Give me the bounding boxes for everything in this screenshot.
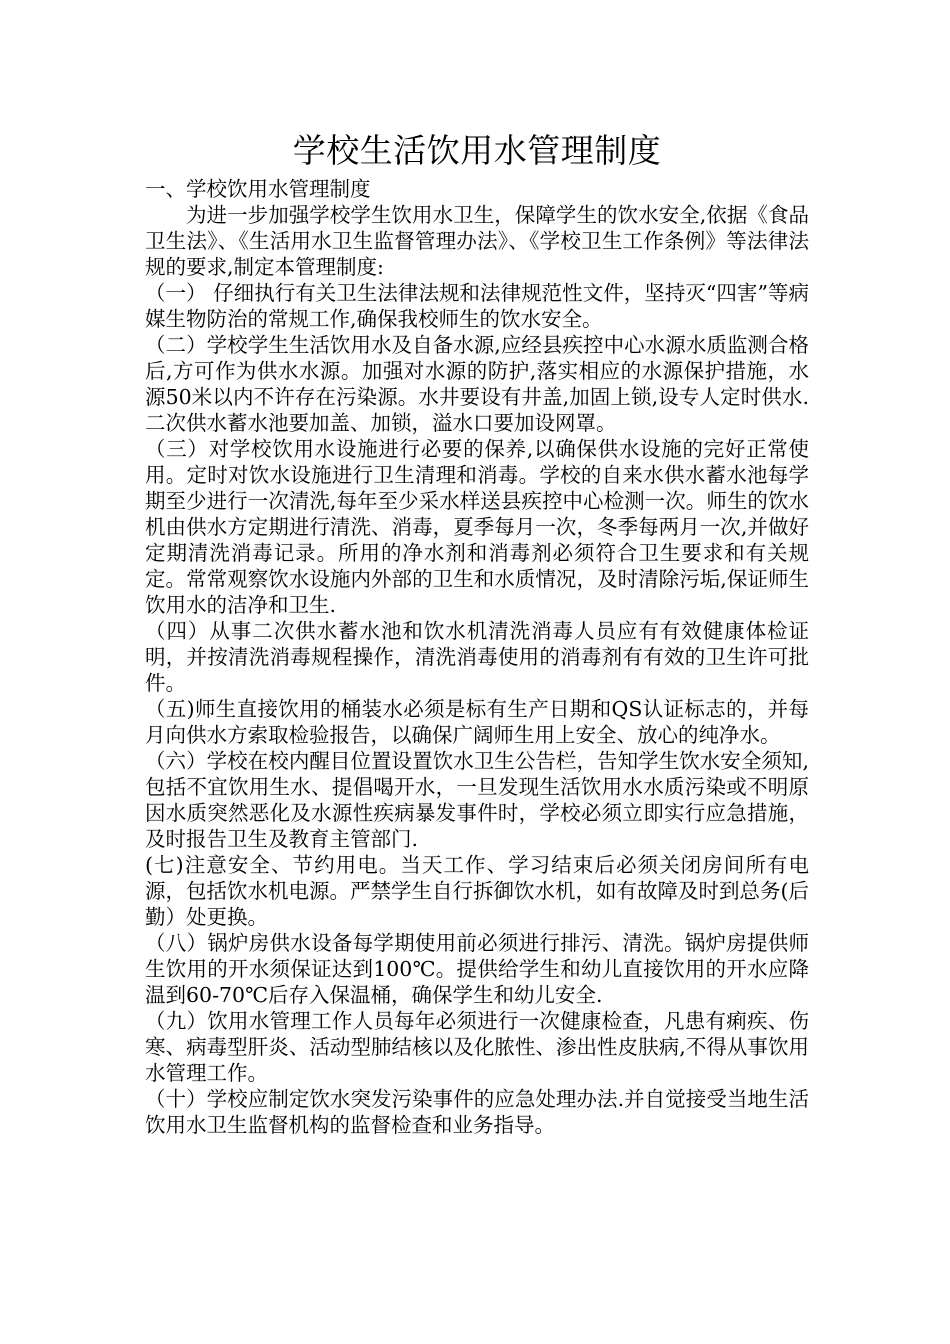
rule-item-3: （三）对学校饮用水设施进行必要的保养,以确保供水设施的完好正常使用。定时对饮水设施进行卫生清理和消毒。学校的自来水供水蓄水池每学期至少进行一次清洗,每年至少采水样送县疾控中心检测一次。师生的饮水机由供水方定期进行清洗、消毒，夏季每月一次，冬季每两月一次,并做好定期清洗消毒记录。所用的净水剂和消毒剂必须符合卫生要求和有关规定。常常观察饮水设施内外部的卫生和水质情况，及时清除污垢,保证师生饮用水的洁净和卫生. [145, 437, 809, 617]
document-title: 学校生活饮用水管理制度 [292, 131, 662, 170]
document-page [145, 128, 809, 1138]
rule-item-8: （八）锅炉房供水设备每学期使用前必须进行排污、清洗。锅炉房提供师生饮用的开水须保证达到100℃。提供给学生和幼儿直接饮用的开水应降温到60-70℃后存入保温桶，确保学生和幼儿安全. [145, 931, 809, 1007]
rule-item-7: (七)注意安全、节约用电。当天工作、学习结束后必须关闭房间所有电源，包括饮水机电源。严禁学生自行拆御饮水机，如有故障及时到总务(后勤）处更换。 [145, 853, 809, 929]
intro-paragraph: 为进一步加强学校学生饮用水卫生，保障学生的饮水安全,依据《食品卫生法》、《生活用水卫生监督管理办法》、《学校卫生工作条例》等法律法规的要求,制定本管理制度: [145, 203, 809, 279]
rule-item-9: （九）饮用水管理工作人员每年必须进行一次健康检查，凡患有痢疾、伤寒、病毒型肝炎、活动型肺结核以及化脓性、渗出性皮肤病,不得从事饮用水管理工作。 [145, 1009, 809, 1085]
rule-item-10: （十）学校应制定饮水突发污染事件的应急处理办法.并自觉接受当地生活饮用水卫生监督机构的监督检查和业务指导。 [145, 1087, 809, 1137]
rule-item-5: （五)师生直接饮用的桶装水必须是标有生产日期和QS认证标志的，并每月向供水方索取检验报告，以确保广阔师生用上安全、放心的纯净水。 [145, 697, 809, 747]
section-heading: 一、学校饮用水管理制度 [145, 177, 371, 201]
rule-item-2: （二）学校学生生活饮用水及自备水源,应经县疾控中心水源水质监测合格后,方可作为供水水源。加强对水源的防护,落实相应的水源保护措施，水源50米以内不许存在污染源。水井要设有井盖,加固上锁,设专人定时供水.二次供水蓄水池要加盖、加锁，溢水口要加设网罩。 [145, 333, 809, 435]
rule-item-4: （四）从事二次供水蓄水池和饮水机清洗消毒人员应有有效健康体检证明，并按清洗消毒规程操作，清洗消毒使用的消毒剂有有效的卫生许可批件。 [145, 619, 809, 695]
rule-item-1: （一） 仔细执行有关卫生法律法规和法律规范性文件，坚持灭“四害”等病媒生物防治的常规工作,确保我校师生的饮水安全。 [145, 281, 809, 331]
rule-item-6: （六）学校在校内醒目位置设置饮水卫生公告栏，告知学生饮水安全须知,包括不宜饮用生水、提倡喝开水，一旦发现生活饮用水水质污染或不明原因水质突然恶化及水源性疾病暴发事件时，学校必须立即实行应急措施，及时报告卫生及教育主管部门. [145, 749, 809, 851]
